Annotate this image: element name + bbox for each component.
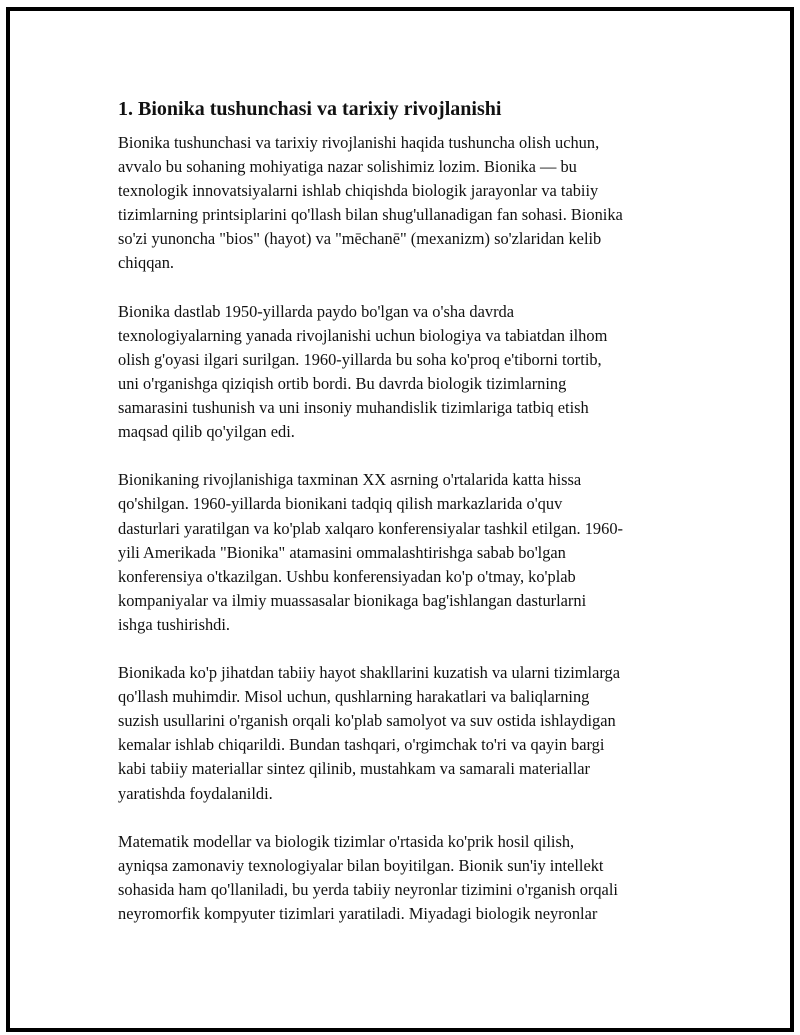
paragraph-1 xyxy=(118,131,690,276)
text-line: qo'shilgan. 1960-yillarda bionikani tadqiq qilish markazlarida o'quv xyxy=(118,494,563,514)
text-line: yaratishda foydalanildi. xyxy=(118,783,273,803)
text-line: qo'llash muhimdir. Misol uchun, qushlarning harakatlari va baliqlarning xyxy=(118,687,590,707)
text-line: avvalo bu sohaning mohiyatiga nazar solishimiz lozim. Bionika — bu xyxy=(118,157,577,177)
text-line: yili Amerikada "Bionika" atamasini ommalashtirishga sabab bo'lgan xyxy=(118,542,566,562)
document-body xyxy=(118,96,690,950)
text-line: dasturlari yaratilgan va ko'plab xalqaro konferensiyalar tashkil etilgan. 1960- xyxy=(118,518,623,538)
text-line: texnologik innovatsiyalarni ishlab chiqishda biologik jarayonlar va tabiiy xyxy=(118,181,599,201)
paragraph-5 xyxy=(118,830,690,926)
text-line: uni o'rganishga qiziqish ortib bordi. Bu davrda biologik tizimlarning xyxy=(118,373,567,393)
paragraph-3 xyxy=(118,468,690,637)
text-line: samarasini tushunish va uni insoniy muhandislik tizimlariga tatbiq etish xyxy=(118,398,589,418)
text-line: suzish usullarini o'rganish orqali ko'plab samolyot va suv ostida ishlaydigan xyxy=(118,711,616,731)
text-line: Bionikada ko'p jihatdan tabiiy hayot shakllarini kuzatish va ularni tizimlarga xyxy=(118,663,620,683)
text-line: sohasida ham qo'llaniladi, bu yerda tabiiy neyronlar tizimini o'rganish orqali xyxy=(118,879,618,899)
text-line: so'zi yunoncha "bios" (hayot) va "mēchanē" (mexanizm) so'zlaridan kelib xyxy=(118,229,602,249)
text-line: Matematik modellar va biologik tizimlar o'rtasida ko'prik hosil qilish, xyxy=(118,831,575,851)
text-line: ishga tushirishdi. xyxy=(118,614,231,634)
text-line: kemalar ishlab chiqarildi. Bundan tashqari, o'rgimchak to'ri va qayin bargi xyxy=(118,735,605,755)
text-line: neyromorfik kompyuter tizimlari yaratiladi. Miyadagi biologik neyronlar xyxy=(118,904,598,923)
paragraph-4 xyxy=(118,661,690,806)
section-heading: 1. Bionika tushunchasi va tarixiy rivojlanishi xyxy=(118,98,502,120)
text-line: Bionika tushunchasi va tarixiy rivojlanishi haqida tushuncha olish uchun, xyxy=(118,133,600,152)
text-line: Bionikaning rivojlanishiga taxminan XX asrning o'rtalarida katta hissa xyxy=(118,470,582,490)
text-line: tizimlarning printsiplarini qo'llash bilan shug'ullanadigan fan sohasi. Bionika xyxy=(118,205,623,225)
text-line: olish g'oyasi ilgari surilgan. 1960-yillarda bu soha ko'proq e'tiborni tortib, xyxy=(118,349,602,369)
text-line: chiqqan. xyxy=(118,253,174,273)
paragraph-2 xyxy=(118,300,690,445)
text-line: texnologiyalarning yanada rivojlanishi uchun biologiya va tabiatdan ilhom xyxy=(118,325,608,345)
text-line: ayniqsa zamonaviy texnologiyalar bilan boyitilgan. Bionik sun'iy intellekt xyxy=(118,855,604,875)
text-line: Bionika dastlab 1950-yillarda paydo bo'lgan va o'sha davrda xyxy=(118,301,514,321)
text-line: maqsad qilib qo'yilgan edi. xyxy=(118,422,295,442)
text-line: konferensiya o'tkazilgan. Ushbu konferensiyadan ko'p o'tmay, ko'plab xyxy=(118,566,576,586)
text-line: kabi tabiiy materiallar sintez qilinib, mustahkam va samarali materiallar xyxy=(118,759,590,779)
text-line: kompaniyalar va ilmiy muassasalar bionikaga bag'ishlangan dasturlarni xyxy=(118,590,587,610)
page-frame xyxy=(6,7,794,1032)
